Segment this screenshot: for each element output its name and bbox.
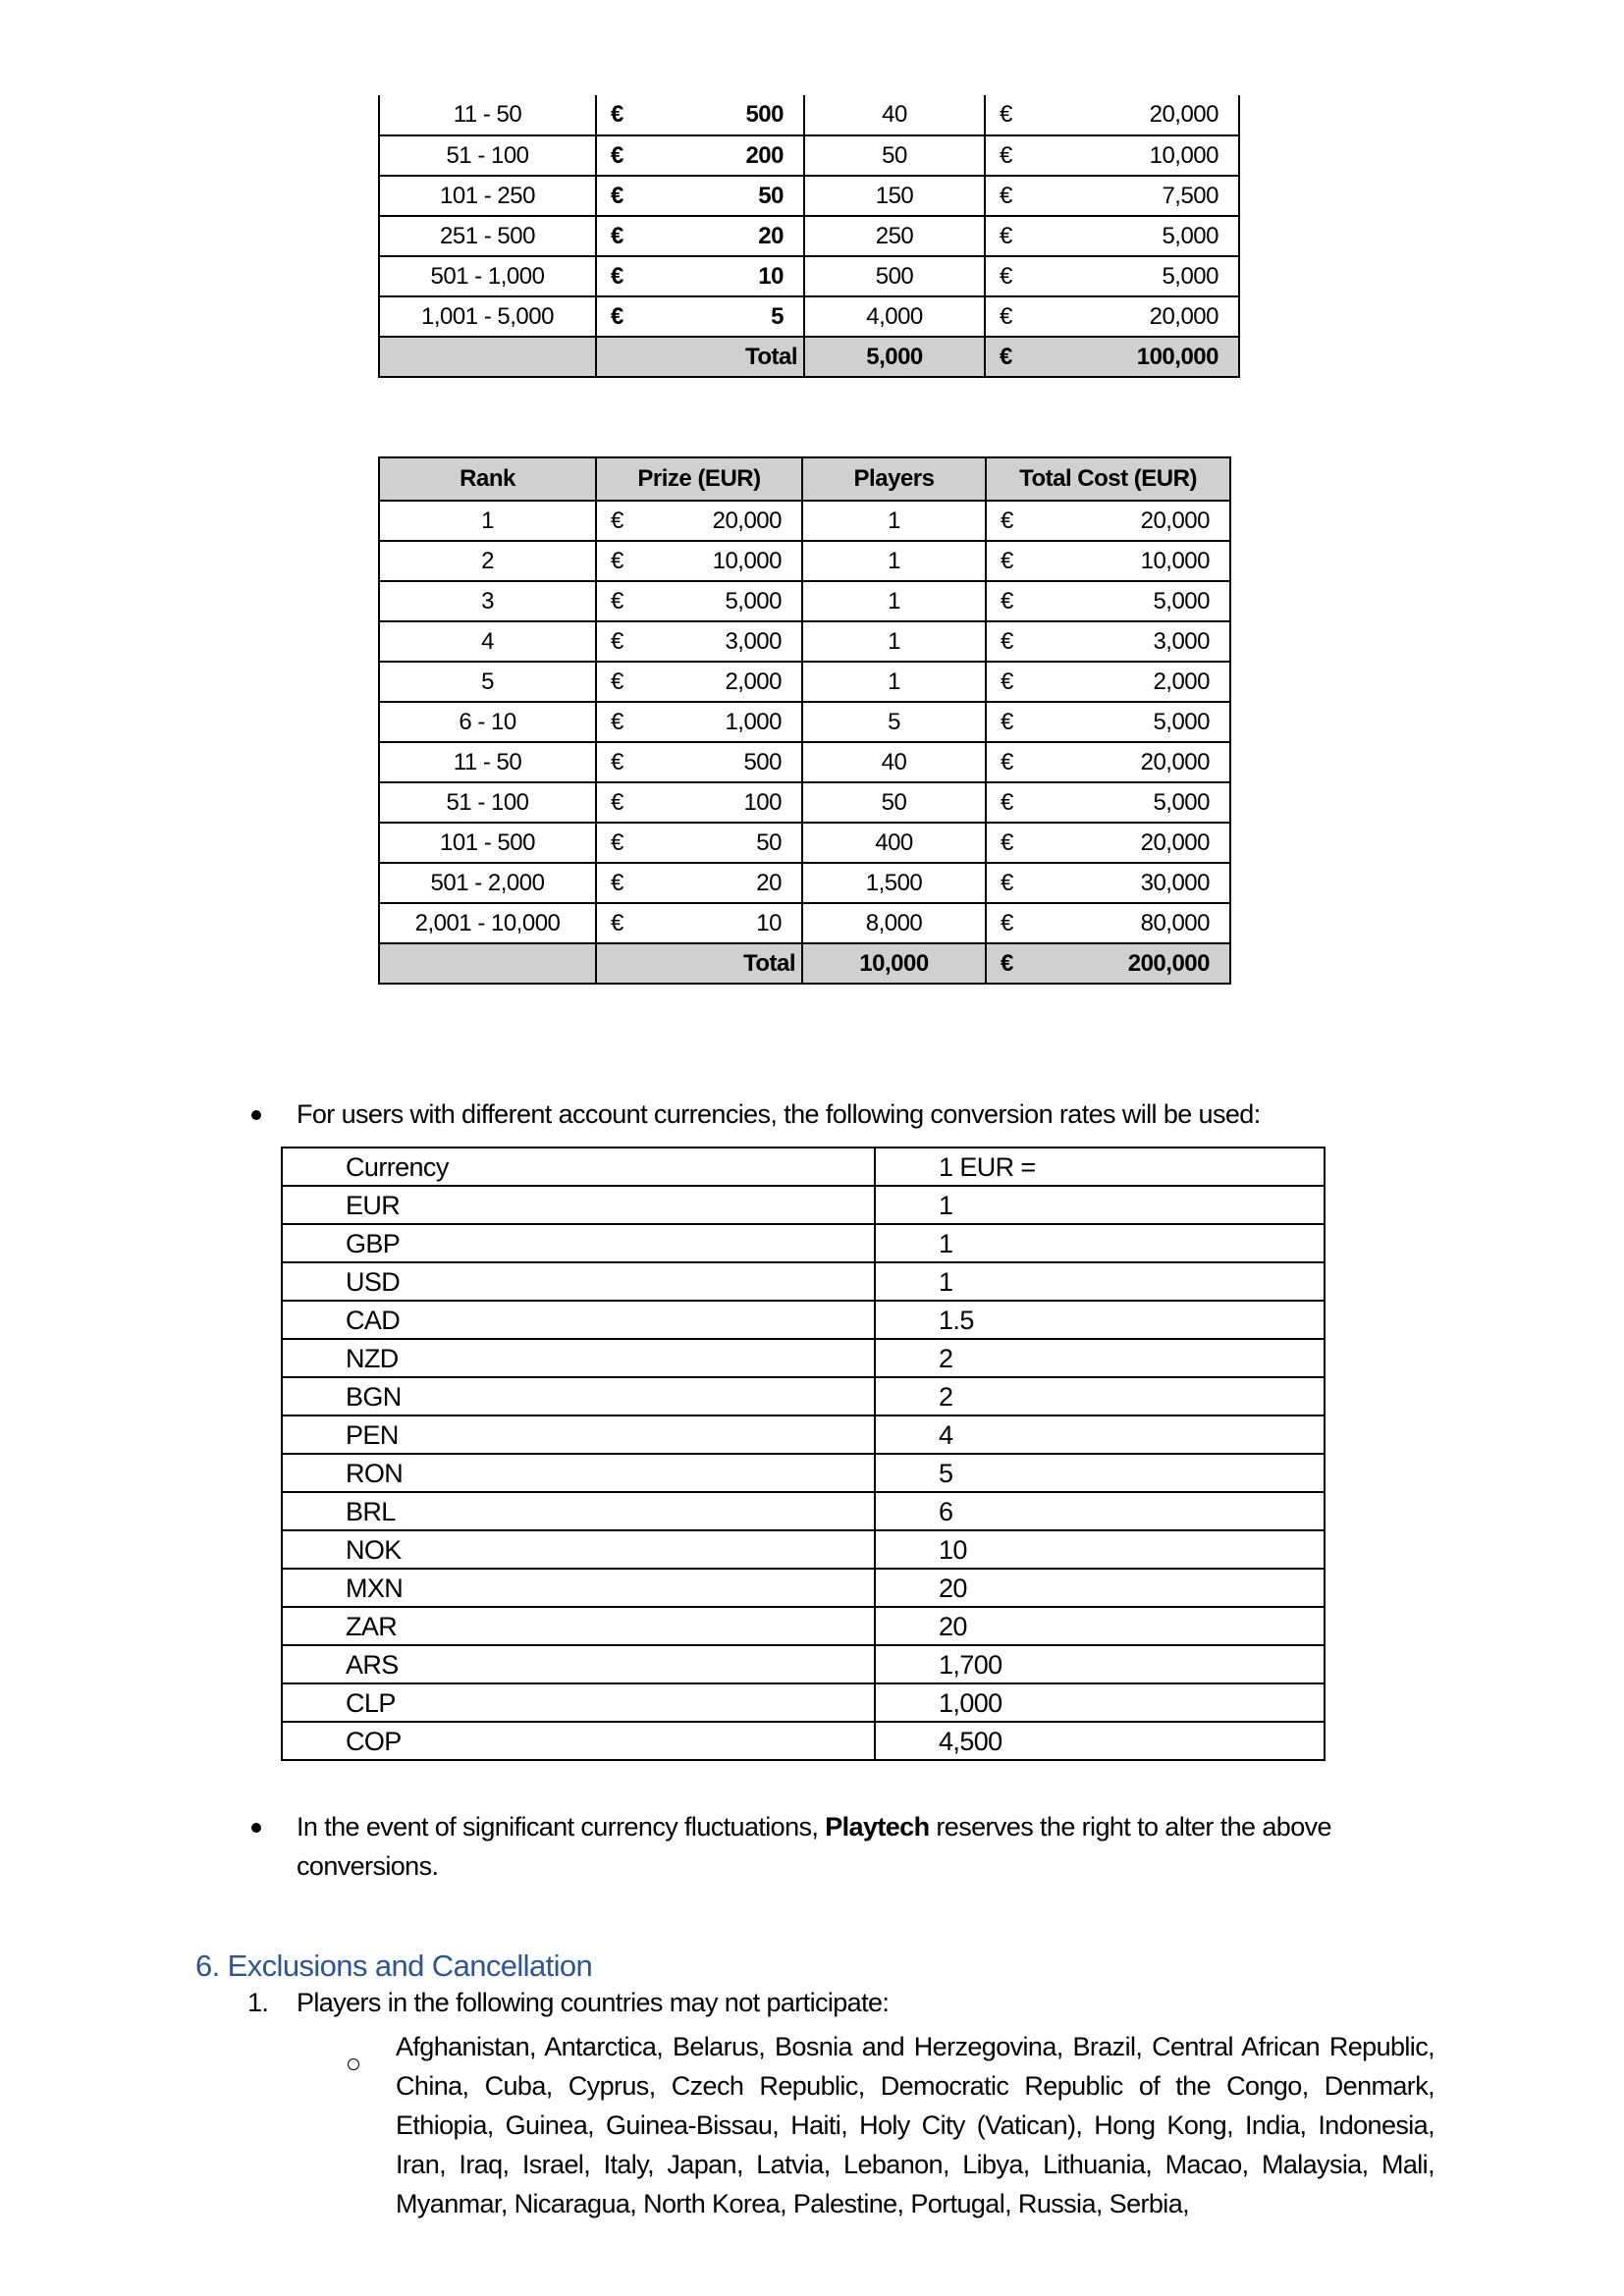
table-row	[282, 1301, 1325, 1339]
table-header-row	[379, 457, 1230, 501]
money-cell	[596, 135, 804, 176]
money-cell	[986, 621, 1230, 662]
money-cell	[596, 256, 804, 296]
amount: 7,500	[1162, 182, 1218, 209]
euro-symbol: €	[1000, 182, 1012, 209]
money-cell	[596, 541, 802, 581]
currency-code: RON	[282, 1454, 875, 1492]
rank-cell: 51 - 100	[379, 782, 596, 823]
players-cell: 1	[802, 621, 986, 662]
money-cell	[985, 135, 1239, 176]
money-cell	[596, 296, 804, 337]
players-cell: 400	[802, 823, 986, 863]
table-row	[379, 95, 1239, 135]
money-cell	[596, 702, 802, 742]
rank-cell: 6 - 10	[379, 702, 596, 742]
empty-cell	[379, 943, 596, 984]
money-cell	[596, 176, 804, 216]
amount: 20,000	[1140, 748, 1210, 775]
currency-code: COP	[282, 1722, 875, 1760]
amount: 2,000	[725, 667, 782, 695]
table-row	[379, 662, 1230, 702]
conversion-rate: 1	[875, 1262, 1325, 1301]
conversion-rate: 1.5	[875, 1301, 1325, 1339]
table-row	[379, 863, 1230, 903]
currency-code: EUR	[282, 1186, 875, 1224]
money-cell	[596, 742, 802, 782]
euro-symbol: €	[1000, 343, 1012, 370]
euro-symbol: €	[1001, 869, 1013, 896]
table-row	[379, 256, 1239, 296]
players-cell: 40	[802, 742, 986, 782]
conversion-rate: 1,000	[875, 1683, 1325, 1722]
money-cell	[596, 581, 802, 621]
amount: 10,000	[1140, 547, 1210, 574]
table-row	[379, 823, 1230, 863]
table-row	[282, 1186, 1325, 1224]
currency-code: BRL	[282, 1492, 875, 1530]
table-row	[282, 1569, 1325, 1607]
money-cell	[986, 742, 1230, 782]
header-rank: Rank	[379, 457, 596, 501]
rank-cell: 251 - 500	[379, 216, 596, 256]
amount: 500	[745, 101, 784, 128]
money-cell	[596, 903, 802, 943]
money-cell	[985, 176, 1239, 216]
rank-cell: 51 - 100	[379, 135, 596, 176]
table-row	[379, 135, 1239, 176]
total-row	[379, 337, 1239, 377]
rank-cell: 2	[379, 541, 596, 581]
players-cell: 1	[802, 501, 986, 541]
excluded-countries-text: Afghanistan, Antarctica, Belarus, Bosnia and Herzegovina, Brazil, Central African Republic, China, Cuba, Cyprus, Czech Republic, Democratic Republic of the Congo, Denmark, Ethiopia, Guinea, Guinea-Bissau, Haiti, Holy City (Vatican), Hong Kong, India, Indonesia, Iran, Iraq, Israel, Italy, Japan, Latvia, Lebanon, Libya, Lithuania, Macao, Malaysia, Mali, Myanmar, Nicaragua, North Korea, Palestine, Portugal, Russia, Serbia,	[396, 2032, 1435, 2218]
amount: 30,000	[1140, 869, 1210, 896]
money-cell	[985, 256, 1239, 296]
conversion-rate: 4	[875, 1415, 1325, 1454]
currency-code: CAD	[282, 1301, 875, 1339]
euro-symbol: €	[611, 667, 623, 695]
conversion-rate: 6	[875, 1492, 1325, 1530]
rank-cell: 11 - 50	[379, 95, 596, 135]
table-row	[379, 176, 1239, 216]
players-cell: 1,500	[802, 863, 986, 903]
rank-cell: 1,001 - 5,000	[379, 296, 596, 337]
amount: 5,000	[1153, 708, 1210, 735]
euro-symbol: €	[611, 141, 623, 169]
money-cell	[986, 863, 1230, 903]
euro-symbol: €	[1001, 748, 1013, 775]
conversion-rate: 5	[875, 1454, 1325, 1492]
rank-cell: 4	[379, 621, 596, 662]
players-cell: 8,000	[802, 903, 986, 943]
euro-symbol: €	[1000, 101, 1012, 128]
money-cell	[986, 903, 1230, 943]
euro-symbol: €	[1000, 222, 1012, 249]
euro-symbol: €	[1001, 547, 1013, 574]
euro-symbol: €	[611, 627, 623, 655]
table-row	[379, 216, 1239, 256]
table-row	[282, 1645, 1325, 1683]
table-row	[282, 1224, 1325, 1262]
bullet-icon	[251, 1110, 261, 1120]
money-cell	[596, 621, 802, 662]
money-cell	[985, 337, 1239, 377]
amount: 100,000	[1136, 343, 1218, 370]
euro-symbol: €	[611, 507, 623, 534]
amount: 20,000	[1149, 302, 1218, 330]
table-row	[379, 296, 1239, 337]
euro-symbol: €	[1000, 262, 1012, 290]
table-row	[379, 541, 1230, 581]
prize-table-10000	[378, 456, 1231, 985]
money-cell	[985, 296, 1239, 337]
euro-symbol: €	[1001, 828, 1013, 856]
table-row	[282, 1722, 1325, 1760]
euro-symbol: €	[611, 909, 623, 936]
conversion-rate: 1	[875, 1224, 1325, 1262]
amount: 200,000	[1127, 949, 1210, 977]
amount: 10,000	[712, 547, 782, 574]
table-row	[282, 1530, 1325, 1569]
euro-symbol: €	[1001, 507, 1013, 534]
amount: 20	[756, 869, 782, 896]
euro-symbol: €	[611, 587, 623, 614]
euro-symbol: €	[611, 708, 623, 735]
amount: 10	[756, 909, 782, 936]
conversion-rate: 2	[875, 1339, 1325, 1377]
euro-symbol: €	[1000, 302, 1012, 330]
amount: 500	[743, 748, 782, 775]
item-number: 1.	[247, 1988, 269, 2017]
players-cell: 5	[802, 702, 986, 742]
header-currency: Currency	[282, 1148, 875, 1186]
amount: 5,000	[725, 587, 782, 614]
table-header-row	[282, 1148, 1325, 1186]
table-row	[282, 1262, 1325, 1301]
rank-cell: 5	[379, 662, 596, 702]
currency-code: BGN	[282, 1377, 875, 1415]
prize-table-5000	[378, 95, 1240, 378]
rank-cell: 501 - 1,000	[379, 256, 596, 296]
currency-code: ZAR	[282, 1607, 875, 1645]
currency-code: MXN	[282, 1569, 875, 1607]
header-players: Players	[802, 457, 986, 501]
players-cell: 4,000	[804, 296, 985, 337]
players-cell: 1	[802, 581, 986, 621]
table-row	[379, 782, 1230, 823]
money-cell	[596, 863, 802, 903]
total-label: Total	[596, 337, 804, 377]
conversion-rate: 1	[875, 1186, 1325, 1224]
currency-code: PEN	[282, 1415, 875, 1454]
euro-symbol: €	[611, 788, 623, 816]
euro-symbol: €	[611, 182, 623, 209]
table-row	[282, 1415, 1325, 1454]
money-cell	[596, 662, 802, 702]
euro-symbol: €	[611, 262, 623, 290]
players-cell: 250	[804, 216, 985, 256]
euro-symbol: €	[1001, 949, 1013, 977]
rank-cell: 2,001 - 10,000	[379, 903, 596, 943]
euro-symbol: €	[1001, 587, 1013, 614]
amount: 5,000	[1162, 262, 1218, 290]
table-row	[282, 1607, 1325, 1645]
conversion-rate: 2	[875, 1377, 1325, 1415]
currency-code: GBP	[282, 1224, 875, 1262]
conversion-rate: 20	[875, 1607, 1325, 1645]
rank-cell: 101 - 500	[379, 823, 596, 863]
players-cell: 1	[802, 662, 986, 702]
euro-symbol: €	[611, 547, 623, 574]
currency-code: CLP	[282, 1683, 875, 1722]
table-row	[282, 1454, 1325, 1492]
money-cell	[986, 823, 1230, 863]
euro-symbol: €	[1001, 667, 1013, 695]
total-label: Total	[596, 943, 802, 984]
total-players: 5,000	[804, 337, 985, 377]
conversion-rate: 10	[875, 1530, 1325, 1569]
euro-symbol: €	[611, 222, 623, 249]
company-name: Playtech	[825, 1812, 930, 1842]
total-players: 10,000	[802, 943, 986, 984]
players-cell: 50	[804, 135, 985, 176]
money-cell	[985, 95, 1239, 135]
header-prize: Prize (EUR)	[596, 457, 802, 501]
empty-cell	[379, 337, 596, 377]
amount: 5,000	[1162, 222, 1218, 249]
amount: 100	[743, 788, 782, 816]
amount: 3,000	[1153, 627, 1210, 655]
header-rate: 1 EUR =	[875, 1148, 1325, 1186]
euro-symbol: €	[1001, 788, 1013, 816]
circle-bullet-icon	[348, 2058, 359, 2070]
table-row	[379, 621, 1230, 662]
amount: 20	[758, 222, 784, 249]
euro-symbol: €	[1001, 708, 1013, 735]
currency-code: NOK	[282, 1530, 875, 1569]
amount: 3,000	[725, 627, 782, 655]
money-cell	[986, 943, 1230, 984]
euro-symbol: €	[611, 302, 623, 330]
table-row	[379, 742, 1230, 782]
section-heading: 6. Exclusions and Cancellation	[195, 1949, 593, 1983]
amount: 5,000	[1153, 587, 1210, 614]
money-cell	[985, 216, 1239, 256]
amount: 20,000	[1140, 507, 1210, 534]
rank-cell: 1	[379, 501, 596, 541]
euro-symbol: €	[611, 748, 623, 775]
players-cell: 50	[802, 782, 986, 823]
amount: 20,000	[712, 507, 782, 534]
money-cell	[596, 95, 804, 135]
table-row	[379, 702, 1230, 742]
amount: 10	[758, 262, 784, 290]
amount: 20,000	[1140, 828, 1210, 856]
conversion-rate: 20	[875, 1569, 1325, 1607]
currency-code: USD	[282, 1262, 875, 1301]
numbered-item	[247, 1988, 889, 2018]
item-text: Players in the following countries may not participate:	[297, 1988, 890, 2017]
money-cell	[596, 216, 804, 256]
amount: 200	[745, 141, 784, 169]
amount: 5	[771, 302, 784, 330]
amount: 1,000	[725, 708, 782, 735]
amount: 10,000	[1149, 141, 1218, 169]
table-row	[282, 1377, 1325, 1415]
rank-cell: 3	[379, 581, 596, 621]
amount: 80,000	[1140, 909, 1210, 936]
table-row	[379, 501, 1230, 541]
money-cell	[986, 541, 1230, 581]
amount: 50	[758, 182, 784, 209]
amount: 2,000	[1153, 667, 1210, 695]
euro-symbol: €	[611, 869, 623, 896]
table-row	[379, 581, 1230, 621]
rank-cell: 501 - 2,000	[379, 863, 596, 903]
money-cell	[986, 501, 1230, 541]
conversion-rate: 4,500	[875, 1722, 1325, 1760]
amount: 20,000	[1149, 101, 1218, 128]
fluctuation-text: In the event of significant currency fluctuations, Playtech reserves the right to alter the above conversions.	[297, 1812, 1331, 1881]
rank-cell: 11 - 50	[379, 742, 596, 782]
euro-symbol: €	[1001, 909, 1013, 936]
currency-code: ARS	[282, 1645, 875, 1683]
bullet-icon	[251, 1823, 261, 1833]
conversion-rate: 1,700	[875, 1645, 1325, 1683]
currency-code: NZD	[282, 1339, 875, 1377]
euro-symbol: €	[1000, 141, 1012, 169]
money-cell	[986, 662, 1230, 702]
table-row	[282, 1492, 1325, 1530]
table-row	[379, 903, 1230, 943]
header-total-cost: Total Cost (EUR)	[986, 457, 1230, 501]
money-cell	[596, 782, 802, 823]
total-row	[379, 943, 1230, 984]
euro-symbol: €	[611, 101, 623, 128]
conversion-intro-text: For users with different account currencies, the following conversion rates will be used:	[297, 1099, 1261, 1129]
amount: 50	[756, 828, 782, 856]
table-row	[282, 1683, 1325, 1722]
players-cell: 150	[804, 176, 985, 216]
money-cell	[986, 702, 1230, 742]
money-cell	[596, 501, 802, 541]
table-row	[282, 1339, 1325, 1377]
players-cell: 500	[804, 256, 985, 296]
money-cell	[986, 581, 1230, 621]
players-cell: 40	[804, 95, 985, 135]
money-cell	[596, 823, 802, 863]
players-cell: 1	[802, 541, 986, 581]
euro-symbol: €	[1001, 627, 1013, 655]
money-cell	[986, 782, 1230, 823]
amount: 5,000	[1153, 788, 1210, 816]
euro-symbol: €	[611, 828, 623, 856]
rank-cell: 101 - 250	[379, 176, 596, 216]
currency-conversion-table	[281, 1147, 1326, 1761]
